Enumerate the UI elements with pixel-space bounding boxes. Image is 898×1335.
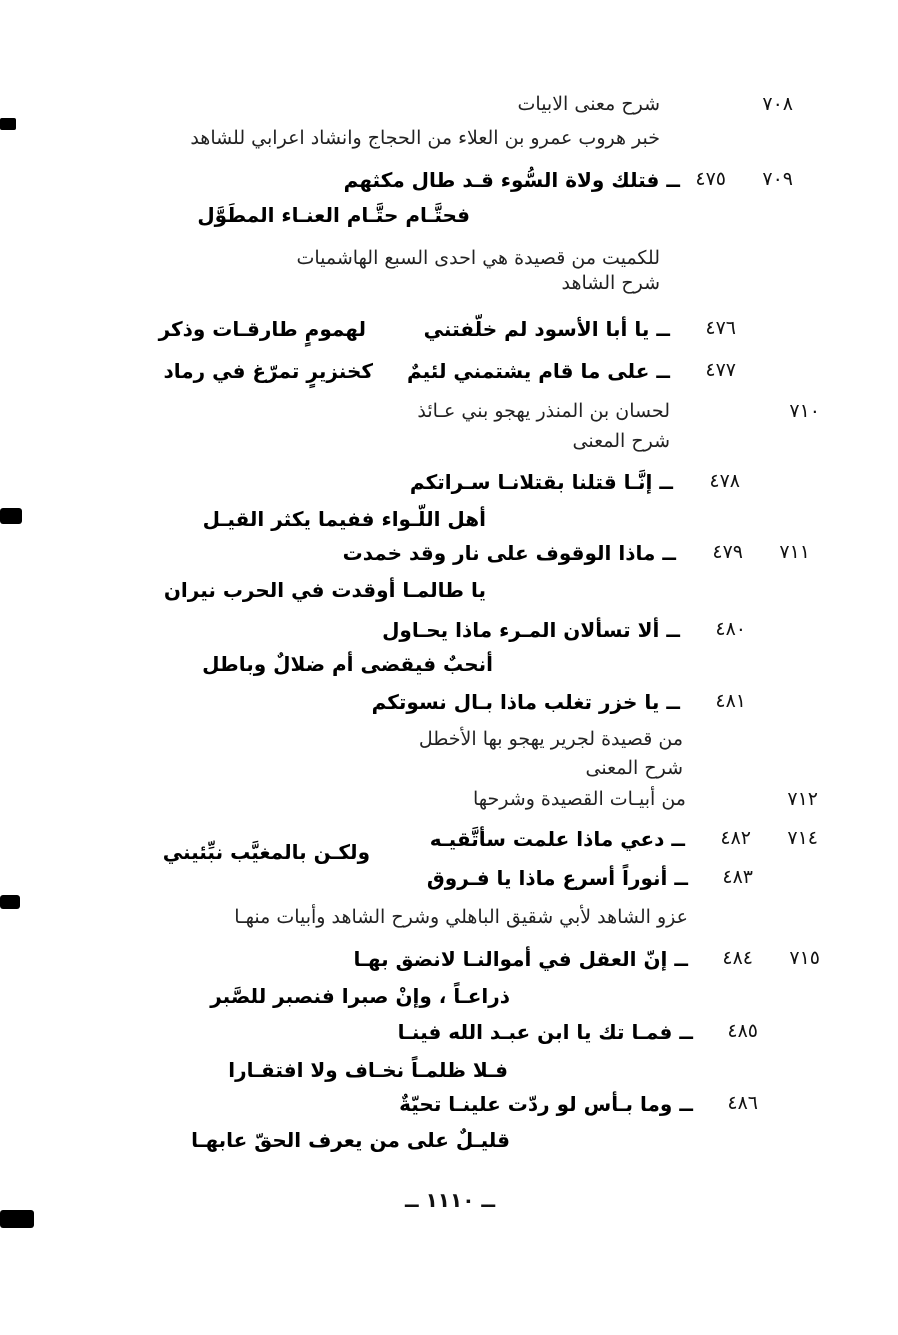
scan-mark — [0, 118, 16, 130]
page-ref: ٧١٤ — [787, 827, 818, 849]
verse-number: ٤٨٤ — [722, 947, 753, 969]
verse-line: أهل اللّـواء ففيما يكثر القيـل — [202, 507, 486, 531]
verse-line: ــ على ما قام يشتمني لئيمٌ — [406, 359, 670, 383]
verse-line: كخنزيرٍ تمرّغ في رماد — [163, 359, 373, 383]
scan-mark — [0, 895, 20, 909]
verse-line: ــ وما بـأس لو ردّت علينـا تحيّةٌ — [399, 1092, 693, 1116]
verse-number: ٤٨٥ — [727, 1020, 758, 1042]
verse-number: ٤٧٧ — [705, 359, 736, 381]
page-ref: ٧١٢ — [787, 788, 818, 810]
verse-number: ٤٧٩ — [712, 541, 743, 563]
verse-number: ٤٨٦ — [727, 1092, 758, 1114]
verse-line: فـلا ظلمـاً نخـاف ولا افتقـارا — [228, 1058, 508, 1082]
verse-line: ذراعـاً ، وإنْ صبرا فنصبر للصَّبر — [210, 984, 510, 1008]
commentary-line: من أبيـات القصيدة وشرحها — [473, 788, 686, 810]
verse-number: ٤٨٣ — [722, 866, 753, 888]
verse-number: ٤٧٨ — [709, 470, 740, 492]
verse-line: ــ ألا تسألان المـرء ماذا يحـاول — [382, 618, 680, 642]
verse-line: ــ إنّ العقل في أموالنـا لانضق بهـا — [353, 947, 688, 971]
verse-number: ٤٨٢ — [720, 827, 751, 849]
verse-line: ــ أنوراً أسرع ماذا يا فـروق — [426, 866, 688, 890]
verse-line: يا طالمـا أوقدت في الحرب نيران — [163, 578, 486, 602]
commentary-line: شرح المعنى — [585, 757, 683, 779]
verse-line: ــ فمـا تك يا ابن عبـد الله فينـا — [397, 1020, 693, 1044]
commentary-line: لحسان بن المنذر يهجو بني عـائذ — [417, 400, 670, 422]
commentary-line: شرح معنى الابيات — [517, 93, 660, 115]
verse-line: ــ دعي ماذا علمت سأتَّقيـه — [429, 827, 685, 851]
commentary-line: عزو الشاهد لأبي شقيق الباهلي وشرح الشاهد وأبيات منهـا — [234, 906, 688, 928]
verse-line: قليـلٌ على من يعرف الحقّ عابهـا — [191, 1128, 510, 1152]
verse-number: ٤٨١ — [715, 690, 746, 712]
verse-line: ــ ماذا الوقوف على نار وقد خمدت — [342, 541, 676, 565]
page-ref: ٧٠٩ — [762, 168, 793, 190]
commentary-line: من قصيدة لجرير يهجو بها الأخطل — [418, 728, 683, 750]
verse-number: ٤٨٠ — [715, 618, 746, 640]
verse-line: ولكـن بالمغيَّب نبِّئيني — [162, 840, 370, 864]
verse-line: ــ يا أبا الأسود لم خلّفتني — [423, 317, 670, 341]
scan-mark — [0, 508, 22, 524]
verse-line: أنحبٌ فيقضى أم ضلالٌ وباطل — [202, 652, 493, 676]
scan-mark — [0, 1210, 34, 1228]
verse-line: ــ إنَّـا قتلنا بقتلانـا سـراتكم — [409, 470, 673, 494]
commentary-line: للكميت من قصيدة هي احدى السبع الهاشميات — [296, 247, 660, 269]
commentary-line: شرح المعنى — [572, 430, 670, 452]
verse-line: لهمومٍ طارقـات وذكر — [158, 317, 366, 341]
verse-line: فحتَّـام حتَّـام العنـاء المطَوَّل — [197, 203, 470, 227]
verse-line: ــ يا خزر تغلب ماذا بـال نسوتكم — [371, 690, 680, 714]
commentary-line: شرح الشاهد — [561, 272, 660, 294]
verse-number: ٤٧٦ — [705, 317, 736, 339]
page-ref: ٧١١ — [779, 541, 810, 563]
verse-line: ــ فتلك ولاة السُّوء قـد طال مكثهم — [343, 168, 680, 192]
page-ref: ٧٠٨ — [762, 93, 793, 115]
page-ref: ٧١٠ — [789, 400, 820, 422]
verse-number: ٤٧٥ — [695, 168, 726, 190]
page-number-footer: ــ ١١١٠ ــ — [404, 1188, 496, 1212]
commentary-line: خبر هروب عمرو بن العلاء من الحجاج وانشاد اعرابي للشاهد — [190, 127, 660, 149]
page-ref: ٧١٥ — [789, 947, 820, 969]
